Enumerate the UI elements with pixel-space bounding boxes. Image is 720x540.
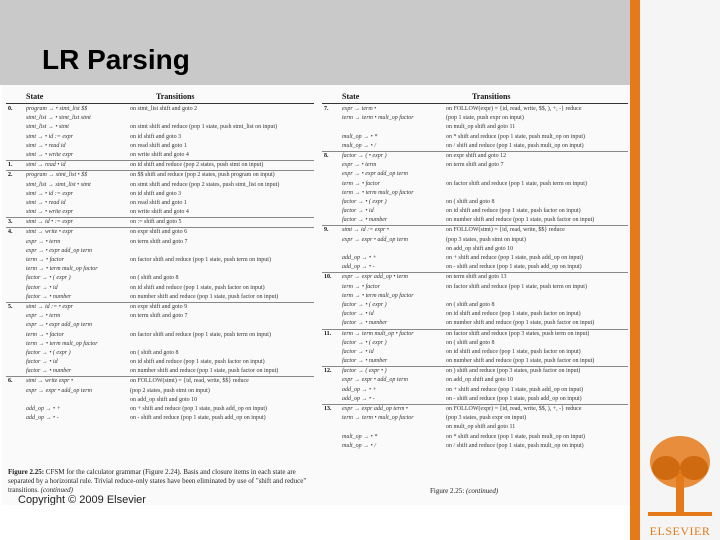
transition-text: on id shift and reduce (pop 2 states, push stmt on input): [130, 162, 264, 169]
table-row: [322, 236, 628, 245]
lr-item: factor → • id: [342, 348, 374, 355]
lr-item: stmt → write • expr: [26, 229, 74, 236]
transition-text: on id shift and reduce (pop 1 state, push factor on input): [446, 311, 581, 318]
transition-text: (pop 1 state, push expr on input): [446, 115, 524, 122]
table-row: [6, 331, 314, 340]
lr-item: add_op → • -: [342, 264, 375, 271]
transition-text: on - shift and reduce (pop 1 state, push add_op on input): [446, 395, 582, 402]
transition-text: on + shift and reduce (pop 1 state, push add_op on input): [130, 406, 268, 412]
transition-text: on ( shift and goto 8: [130, 275, 179, 282]
lr-item: add_op → • +: [342, 255, 377, 261]
lr-item: factor → • number: [342, 217, 388, 224]
transition-text: on number shift and reduce (pop 1 state, push factor on input): [130, 368, 279, 375]
state-number: 10.: [324, 274, 332, 281]
lr-item: stmt_list → • stmt: [26, 124, 69, 131]
transition-text: on id shift and goto 3: [130, 190, 182, 197]
transition-text: on term shift and goto 7: [446, 162, 504, 169]
state-number: 5.: [8, 303, 13, 310]
lr-item: expr → term •: [342, 106, 377, 112]
table-row: [6, 293, 314, 302]
copyright-notice: Copyright © 2009 Elsevier: [18, 494, 146, 505]
lr-item: term → term • mult_op factor: [342, 415, 414, 422]
table-row: [6, 160, 314, 170]
transition-text: on stmt shift and reduce (pop 2 states, push stmt_list on input): [130, 181, 280, 188]
state-number: 13.: [324, 406, 332, 412]
transition-text: on mult_op shift and goto 11: [446, 424, 516, 431]
lr-item: stmt → • read id: [26, 199, 66, 206]
lr-item: stmt → id • := expr: [26, 219, 73, 226]
lr-item: factor → • ( expr ): [342, 198, 387, 205]
transition-text: on mult_op shift and goto 11: [446, 124, 516, 131]
lr-item: stmt → write expr •: [26, 378, 74, 385]
transition-text: on expr shift and goto 9: [130, 303, 188, 310]
transition-text: on ( shift and goto 8: [130, 349, 179, 356]
lr-item: mult_op → • *: [342, 433, 378, 440]
transition-text: on factor shift and reduce (pop 1 state, push term on input): [130, 331, 271, 338]
lr-item: expr → expr add_op term •: [342, 406, 408, 412]
table-row: [322, 216, 628, 225]
state-number: 1.: [8, 162, 13, 169]
transition-text: on number shift and reduce (pop 1 state, push factor on input): [446, 217, 595, 224]
table-row: [6, 247, 314, 256]
table-row: [322, 114, 628, 123]
table-row: [322, 245, 628, 254]
lr-item: factor → • ( expr ): [342, 301, 387, 308]
lr-item: stmt → • read id: [26, 142, 66, 149]
transition-text: on factor shift and reduce (pop 3 states, push term on input): [446, 330, 590, 337]
table-row: [322, 339, 628, 348]
lr-item: add_op → • -: [342, 395, 375, 402]
lr-item: factor → • number: [342, 358, 388, 365]
table-row: [322, 301, 628, 310]
lr-item: expr → expr • add_op term: [342, 236, 408, 243]
elsevier-logo: [640, 420, 720, 540]
transition-text: on + shift and reduce (pop 1 state, push add_op on input): [446, 255, 584, 261]
table-row: [6, 358, 314, 367]
transition-text: on := shift and goto 5: [130, 219, 182, 226]
transition-text: on read shift and goto 1: [130, 142, 187, 149]
transition-text: on ) shift and reduce (pop 3 states, push factor on input): [446, 368, 581, 375]
table-row: [322, 180, 628, 189]
rows-left: [6, 105, 314, 423]
lr-item: stmt → • id := expr: [26, 190, 73, 197]
header-transitions: Transitions: [156, 92, 195, 101]
lr-item: factor → • number: [342, 320, 388, 327]
transition-text: on FOLLOW(expr) = {id, read, write, $$, ), +, -} reduce: [446, 406, 582, 412]
table-row: [6, 302, 314, 312]
lr-item: stmt → id := expr •: [342, 227, 389, 234]
lr-item: term → • factor: [342, 180, 380, 187]
transition-text: on id shift and goto 3: [130, 133, 182, 140]
lr-item: factor → ( • expr ): [342, 152, 387, 159]
state-number: 2.: [8, 172, 13, 179]
table-row: [322, 433, 628, 442]
table-row: [6, 217, 314, 227]
transition-text: on / shift and reduce (pop 1 state, push mult_op on input): [446, 142, 584, 149]
state-number: 11.: [324, 330, 332, 337]
table-row: [6, 321, 314, 330]
transition-text: on term shift and goto 13: [446, 274, 507, 281]
lr-item: expr → • expr add_op term: [342, 171, 408, 178]
table-row: [322, 283, 628, 292]
lr-item: stmt → • id := expr: [26, 133, 73, 140]
lr-item: factor → • ( expr ): [26, 275, 71, 282]
table-row: [6, 133, 314, 142]
transition-text: on stmt_list shift and goto 2: [130, 106, 198, 112]
transition-text: on write shift and goto 4: [130, 209, 189, 216]
table-row: [322, 386, 628, 395]
table-row: [322, 395, 628, 404]
table-row: [6, 414, 314, 423]
table-row: [6, 396, 314, 405]
lr-item: term → term • mult_op factor: [342, 115, 414, 122]
transition-text: on FOLLOW(expr) = {id, read, write, $$, ), +, -} reduce: [446, 106, 582, 112]
table-row: [322, 272, 628, 282]
transition-text: on add_op shift and goto 10: [130, 396, 198, 403]
caption-label: Figure 2.25:: [8, 468, 45, 476]
lr-item: factor → • id: [342, 208, 374, 215]
lr-item: stmt → read • id: [26, 162, 66, 169]
lr-item: term → • factor: [26, 257, 64, 263]
state-number: 3.: [8, 219, 13, 226]
table-row: [6, 105, 314, 114]
table-row: [322, 263, 628, 272]
table-row: [6, 114, 314, 123]
table-row: [6, 238, 314, 247]
table-row: [322, 225, 628, 235]
table-row: [322, 189, 628, 198]
table-row: [322, 292, 628, 301]
caption-text: CFSM for the calculator grammar (Figure 2.24). Basis and closure items in each state are separated by a horizontal rule. Trivial reduce-only states have been eliminated by use of "shift and reduce" transitions.: [8, 468, 307, 494]
transition-text: on - shift and reduce (pop 1 state, push add_op on input): [130, 415, 266, 422]
lr-item: expr → • expr add_op term: [26, 322, 92, 329]
state-number: 9.: [324, 227, 329, 234]
transition-text: (pop 2 states, push stmt on input): [130, 387, 210, 394]
lr-item: expr → expr • add_op term: [26, 387, 92, 394]
table-row: [322, 151, 628, 161]
lr-item: term → • term mult_op factor: [342, 292, 414, 299]
transition-text: on id shift and reduce (pop 1 state, push factor on input): [446, 208, 581, 215]
table-row: [322, 414, 628, 423]
table-row: [322, 142, 628, 151]
transition-text: on add_op shift and goto 10: [446, 245, 514, 252]
transition-text: on term shift and goto 7: [130, 238, 188, 245]
transition-text: on + shift and reduce (pop 1 state, push add_op on input): [446, 386, 584, 393]
state-number: 12.: [324, 368, 332, 375]
transition-text: on read shift and goto 1: [130, 199, 187, 206]
table-row: [6, 142, 314, 151]
figure-caption-right: [430, 487, 498, 495]
table-row: [6, 208, 314, 217]
table-row: [6, 170, 314, 180]
scanned-table-figure: [2, 85, 630, 505]
table-row: [6, 190, 314, 199]
table-row: [322, 310, 628, 319]
transition-text: on expr shift and goto 6: [130, 229, 188, 236]
transition-text: on id shift and reduce (pop 1 state, push factor on input): [130, 284, 265, 291]
lr-item: factor → • id: [26, 359, 58, 366]
table-row: [322, 254, 628, 263]
table-row: [6, 387, 314, 396]
rows-right: [322, 105, 628, 451]
table-row: [322, 198, 628, 207]
table-left-column: [6, 85, 314, 505]
lr-item: expr → • expr add_op term: [26, 247, 92, 254]
transition-text: on FOLLOW(stmt) = {id, read, write, $$} reduce: [130, 378, 249, 385]
lr-item: expr → • term: [342, 162, 377, 169]
lr-item: expr → • term: [26, 313, 61, 320]
table-row: [6, 312, 314, 321]
figure-caption-left: [8, 468, 308, 495]
state-number: 8.: [324, 152, 329, 159]
table-row: [322, 404, 628, 414]
transition-text: on factor shift and reduce (pop 1 state, push term on input): [446, 283, 587, 290]
transition-text: on factor shift and reduce (pop 1 state, push term on input): [130, 257, 271, 263]
transition-text: on $$ shift and reduce (pop 2 states, push program on input): [130, 172, 275, 179]
header-transitions: Transitions: [472, 92, 511, 101]
transition-text: (pop 3 states, push expr on input): [446, 415, 527, 422]
transition-text: on factor shift and reduce (pop 1 state, push term on input): [446, 180, 587, 187]
lr-item: term → • term mult_op factor: [26, 340, 98, 347]
header-state: State: [26, 92, 44, 101]
table-row: [6, 376, 314, 386]
table-row: [6, 151, 314, 160]
lr-item: factor → • number: [26, 368, 72, 375]
table-row: [322, 133, 628, 142]
lr-item: stmt_list → • stmt_list stmt: [26, 115, 91, 122]
transition-text: on FOLLOW(stmt) = {id, read, write, $$} reduce: [446, 227, 565, 234]
lr-item: expr → • term: [26, 238, 61, 245]
table-row: [6, 284, 314, 293]
lr-item: factor → • number: [26, 293, 72, 300]
table-right-column: [322, 85, 628, 505]
lr-item: stmt_list → stmt_list • stmt: [26, 181, 91, 188]
header-state: State: [342, 92, 360, 101]
lr-item: expr → expr • add_op term: [342, 377, 408, 384]
state-number: 0.: [8, 106, 13, 112]
table-row: [322, 376, 628, 385]
table-row: [6, 199, 314, 208]
lr-item: program → • stmt_list $$: [26, 106, 88, 112]
table-row: [6, 274, 314, 283]
table-row: [6, 340, 314, 349]
transition-text: on ( shift and goto 8: [446, 198, 495, 205]
transition-text: on stmt shift and reduce (pop 1 state, push stmt_list on input): [130, 124, 277, 131]
table-row: [322, 161, 628, 170]
transition-text: on id shift and reduce (pop 1 state, push factor on input): [130, 359, 265, 366]
lr-item: stmt → • write expr: [26, 209, 74, 216]
lr-item: mult_op → • /: [342, 442, 376, 449]
table-row: [322, 170, 628, 179]
lr-item: factor → • id: [26, 284, 58, 291]
table-row: [6, 367, 314, 376]
transition-text: on number shift and reduce (pop 1 state, push factor on input): [446, 320, 595, 327]
transition-text: on expr shift and goto 12: [446, 152, 507, 159]
table-row: [322, 348, 628, 357]
table-row: [6, 349, 314, 358]
table-header-right: [322, 89, 628, 104]
lr-item: factor → • ( expr ): [26, 349, 71, 356]
lr-item: add_op → • -: [26, 415, 59, 422]
table-row: [322, 319, 628, 328]
lr-item: factor → • ( expr ): [342, 339, 387, 346]
caption-label: Figure 2.25:: [430, 487, 465, 495]
table-row: [322, 442, 628, 451]
caption-tail: (continued): [465, 487, 499, 495]
table-row: [6, 405, 314, 414]
lr-item: mult_op → • /: [342, 142, 376, 149]
table-row: [322, 207, 628, 216]
table-row: [322, 366, 628, 376]
lr-item: term → • term mult_op factor: [26, 266, 98, 273]
lr-item: program → stmt_list • $$: [26, 172, 88, 179]
lr-item: add_op → • +: [342, 386, 377, 393]
lr-item: term → • factor: [26, 331, 64, 338]
state-number: 4.: [8, 229, 13, 236]
lr-item: expr → expr add_op • term: [342, 274, 408, 281]
accent-bar: [630, 0, 640, 540]
lr-item: stmt → • write expr: [26, 151, 74, 158]
tree-icon: [640, 420, 720, 520]
lr-item: factor → • id: [342, 311, 374, 318]
transition-text: on - shift and reduce (pop 1 state, push add_op on input): [446, 264, 582, 271]
table-row: [6, 227, 314, 237]
transition-text: on ( shift and goto 8: [446, 339, 495, 346]
logo-text: ELSEVIER: [649, 524, 711, 538]
state-number: 7.: [324, 106, 329, 112]
table-row: [322, 329, 628, 339]
table-row: [322, 105, 628, 114]
lr-item: term → • factor: [342, 283, 380, 290]
table-row: [6, 181, 314, 190]
transition-text: on id shift and reduce (pop 1 state, push factor on input): [446, 348, 581, 355]
transition-text: on write shift and goto 4: [130, 151, 189, 158]
caption-tail: (continued): [40, 486, 73, 494]
table-row: [322, 123, 628, 132]
table-row: [322, 357, 628, 366]
state-number: 6.: [8, 378, 13, 385]
transition-text: on * shift and reduce (pop 1 state, push mult_op on input): [446, 433, 585, 440]
lr-item: term → term mult_op • factor: [342, 330, 414, 337]
transition-text: on number shift and reduce (pop 1 state, push factor on input): [446, 358, 595, 365]
transition-text: on ( shift and goto 8: [446, 301, 495, 308]
slide-title: LR Parsing: [42, 44, 190, 75]
lr-item: add_op → • +: [26, 406, 61, 412]
lr-item: factor → ( expr • ): [342, 368, 387, 375]
table-row: [6, 265, 314, 274]
table-row: [6, 123, 314, 132]
table-row: [6, 256, 314, 265]
lr-item: term → • term mult_op factor: [342, 189, 414, 196]
transition-text: on number shift and reduce (pop 1 state, push factor on input): [130, 293, 279, 300]
transition-text: on add_op shift and goto 10: [446, 377, 514, 384]
transition-text: (pop 3 states, push stmt on input): [446, 236, 526, 243]
table-header-left: [6, 89, 314, 104]
transition-text: on / shift and reduce (pop 1 state, push mult_op on input): [446, 442, 584, 449]
table-row: [322, 423, 628, 432]
transition-text: on * shift and reduce (pop 1 state, push mult_op on input): [446, 133, 585, 140]
transition-text: on term shift and goto 7: [130, 313, 188, 320]
lr-item: mult_op → • *: [342, 133, 378, 140]
lr-item: stmt → id := • expr: [26, 303, 73, 310]
